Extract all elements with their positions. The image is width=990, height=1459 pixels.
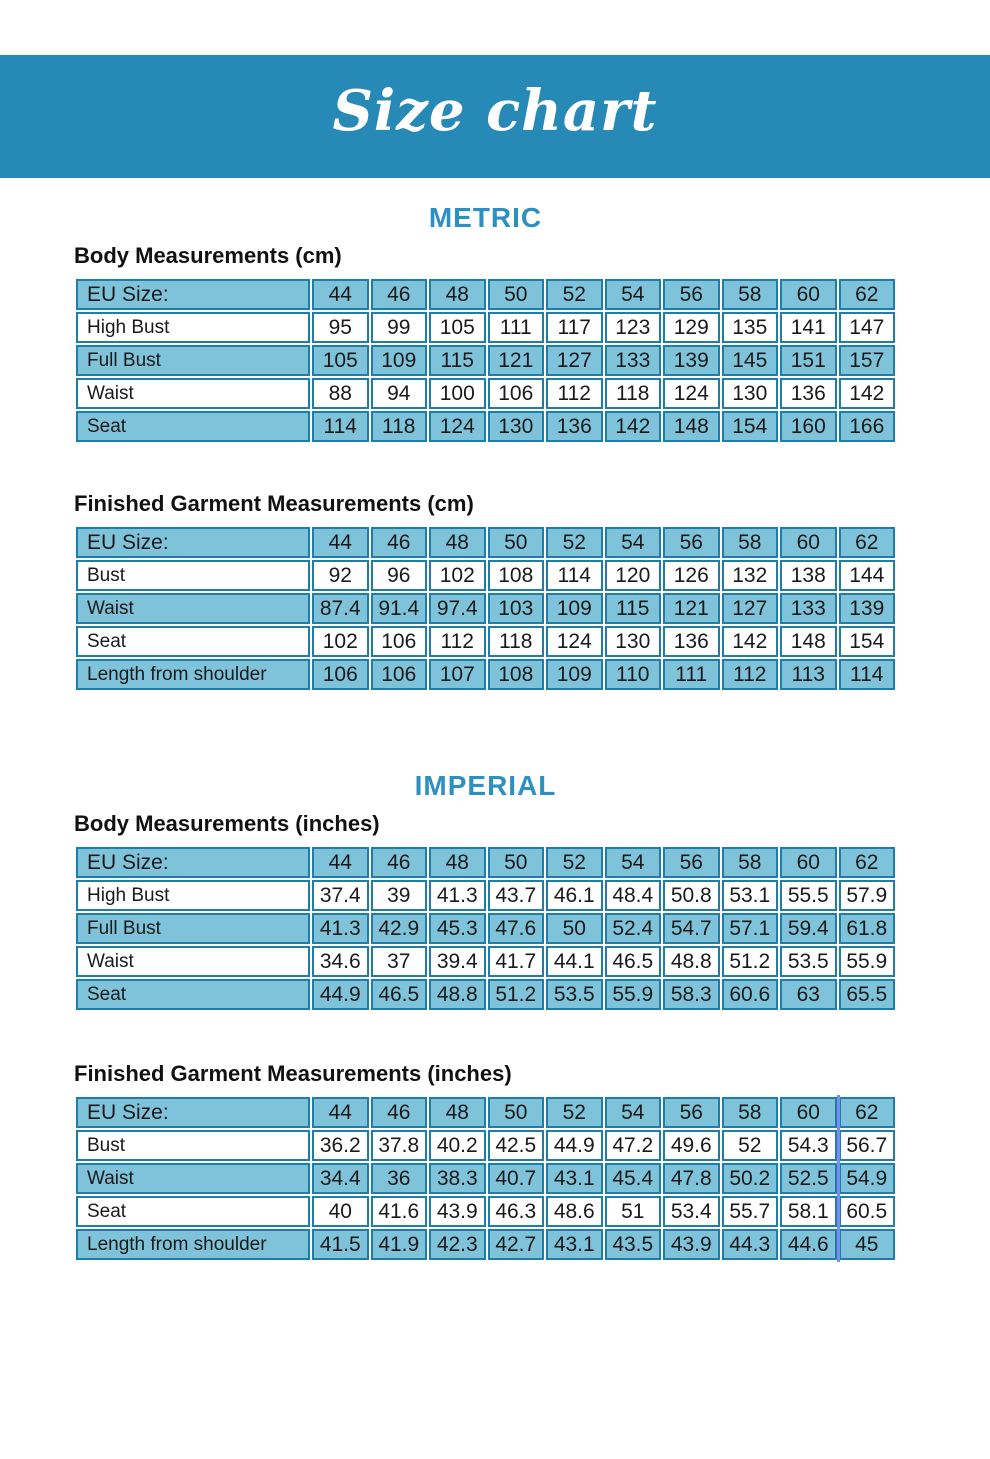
value-cell: 39.4 (429, 946, 486, 977)
value-cell: 95 (312, 312, 369, 343)
value-cell: 130 (488, 411, 545, 442)
value-cell: 114 (312, 411, 369, 442)
value-cell: 39 (371, 880, 428, 911)
value-cell: 61.8 (839, 913, 896, 944)
value-cell: 45 (839, 1229, 896, 1260)
section-heading-metric: METRIC (428, 202, 543, 233)
value-cell: 42.3 (429, 1229, 486, 1260)
value-cell: 54.7 (663, 913, 720, 944)
value-cell: 54.9 (839, 1163, 896, 1194)
value-cell: 107 (429, 659, 486, 690)
value-cell: 41.7 (488, 946, 545, 977)
value-cell: 55.7 (722, 1196, 779, 1227)
table-title: Body Measurements (inches) (74, 811, 380, 836)
value-cell: 87.4 (312, 593, 369, 624)
row-label-cell: Full Bust (76, 345, 310, 376)
table-row (76, 312, 895, 343)
value-cell: 52.5 (780, 1163, 837, 1194)
value-cell: 139 (663, 345, 720, 376)
value-cell: 106 (488, 378, 545, 409)
value-cell: 53.5 (546, 979, 603, 1010)
value-cell: 154 (839, 626, 896, 657)
value-cell: 37.8 (371, 1130, 428, 1161)
row-label-cell: Seat (76, 411, 310, 442)
value-cell: 166 (839, 411, 896, 442)
content (74, 178, 897, 1262)
value-cell: 106 (371, 626, 428, 657)
row-label-cell: Seat (76, 979, 310, 1010)
value-cell: 103 (488, 593, 545, 624)
size-header-cell: 62 (839, 279, 896, 310)
value-cell: 43.1 (546, 1229, 603, 1260)
value-cell: 148 (663, 411, 720, 442)
value-cell: 46.5 (371, 979, 428, 1010)
value-cell: 46.1 (546, 880, 603, 911)
table-row (76, 593, 895, 624)
value-cell: 37.4 (312, 880, 369, 911)
value-cell: 40.7 (488, 1163, 545, 1194)
size-header-cell: 50 (488, 279, 545, 310)
row-label-cell: Waist (76, 378, 310, 409)
table-row (76, 1130, 895, 1161)
size-header-cell: 62 (839, 847, 896, 878)
value-cell: 130 (605, 626, 662, 657)
value-cell: 112 (429, 626, 486, 657)
value-cell: 43.9 (429, 1196, 486, 1227)
size-header-cell: 58 (722, 527, 779, 558)
value-cell: 51 (605, 1196, 662, 1227)
table-title: Finished Garment Measurements (inches) (74, 1061, 512, 1086)
value-cell: 102 (312, 626, 369, 657)
value-cell: 126 (663, 560, 720, 591)
value-cell: 55.9 (605, 979, 662, 1010)
value-cell: 40 (312, 1196, 369, 1227)
value-cell: 147 (839, 312, 896, 343)
size-header-row (76, 847, 895, 878)
size-header-cell: 50 (488, 527, 545, 558)
table-row (76, 1196, 895, 1227)
table-block-garment-metric (74, 444, 897, 692)
value-cell: 94 (371, 378, 428, 409)
value-cell: 48.4 (605, 880, 662, 911)
value-cell: 102 (429, 560, 486, 591)
row-label-cell: Waist (76, 1163, 310, 1194)
size-header-cell: 46 (371, 527, 428, 558)
size-header-cell: 52 (546, 279, 603, 310)
value-cell: 45.4 (605, 1163, 662, 1194)
size-header-cell: 54 (605, 279, 662, 310)
row-label-cell: Waist (76, 946, 310, 977)
value-cell: 109 (546, 593, 603, 624)
size-table-wrap (74, 1095, 897, 1262)
value-cell: 111 (488, 312, 545, 343)
page-title: Size chart (332, 77, 658, 144)
size-header-cell: 54 (605, 847, 662, 878)
value-cell: 41.5 (312, 1229, 369, 1260)
value-cell: 136 (663, 626, 720, 657)
value-cell: 52 (722, 1130, 779, 1161)
value-cell: 117 (546, 312, 603, 343)
row-label-cell: Waist (76, 593, 310, 624)
value-cell: 92 (312, 560, 369, 591)
value-cell: 50 (546, 913, 603, 944)
value-cell: 49.6 (663, 1130, 720, 1161)
value-cell: 55.5 (780, 880, 837, 911)
value-cell: 120 (605, 560, 662, 591)
value-cell: 112 (546, 378, 603, 409)
table-title: Finished Garment Measurements (cm) (74, 491, 474, 516)
value-cell: 48.8 (429, 979, 486, 1010)
size-header-cell: 60 (780, 527, 837, 558)
value-cell: 43.1 (546, 1163, 603, 1194)
value-cell: 105 (429, 312, 486, 343)
size-header-cell: 58 (722, 1097, 779, 1128)
value-cell: 63 (780, 979, 837, 1010)
table-row (76, 411, 895, 442)
value-cell: 138 (780, 560, 837, 591)
value-cell: 53.4 (663, 1196, 720, 1227)
size-table (74, 1095, 897, 1262)
size-header-cell: 44 (312, 1097, 369, 1128)
value-cell: 44.9 (546, 1130, 603, 1161)
value-cell: 47.6 (488, 913, 545, 944)
size-table-wrap (74, 277, 897, 444)
table-row (76, 626, 895, 657)
value-cell: 130 (722, 378, 779, 409)
value-cell: 100 (429, 378, 486, 409)
value-cell: 54.3 (780, 1130, 837, 1161)
size-header-cell: 54 (605, 1097, 662, 1128)
value-cell: 59.4 (780, 913, 837, 944)
size-header-cell: 60 (780, 1097, 837, 1128)
size-header-cell: 62 (839, 527, 896, 558)
table-row (76, 378, 895, 409)
table-row (76, 913, 895, 944)
value-cell: 142 (605, 411, 662, 442)
size-header-cell: 56 (663, 847, 720, 878)
size-table (74, 525, 897, 692)
value-cell: 53.1 (722, 880, 779, 911)
value-cell: 46.3 (488, 1196, 545, 1227)
value-cell: 127 (722, 593, 779, 624)
size-header-cell: 62 (839, 1097, 896, 1128)
value-cell: 111 (663, 659, 720, 690)
size-header-cell: 46 (371, 847, 428, 878)
value-cell: 97.4 (429, 593, 486, 624)
value-cell: 47.8 (663, 1163, 720, 1194)
size-table (74, 277, 897, 444)
value-cell: 48.8 (663, 946, 720, 977)
value-cell: 121 (663, 593, 720, 624)
size-header-row (76, 279, 895, 310)
value-cell: 46.5 (605, 946, 662, 977)
size-header-cell: 56 (663, 1097, 720, 1128)
value-cell: 42.5 (488, 1130, 545, 1161)
value-cell: 58.3 (663, 979, 720, 1010)
value-cell: 127 (546, 345, 603, 376)
table-row (76, 979, 895, 1010)
size-header-cell: 48 (429, 1097, 486, 1128)
value-cell: 113 (780, 659, 837, 690)
value-cell: 142 (839, 378, 896, 409)
value-cell: 57.9 (839, 880, 896, 911)
value-cell: 109 (371, 345, 428, 376)
value-cell: 118 (488, 626, 545, 657)
value-cell: 42.7 (488, 1229, 545, 1260)
row-label-cell: Bust (76, 1130, 310, 1161)
size-header-cell: 50 (488, 847, 545, 878)
value-cell: 108 (488, 659, 545, 690)
value-cell: 44.6 (780, 1229, 837, 1260)
value-cell: 96 (371, 560, 428, 591)
row-label-cell: Seat (76, 1196, 310, 1227)
value-cell: 43.9 (663, 1229, 720, 1260)
value-cell: 53.5 (780, 946, 837, 977)
value-cell: 91.4 (371, 593, 428, 624)
size-header-cell: 50 (488, 1097, 545, 1128)
size-header-cell: 48 (429, 527, 486, 558)
value-cell: 124 (429, 411, 486, 442)
size-header-row (76, 1097, 895, 1128)
row-label-cell: Length from shoulder (76, 659, 310, 690)
value-cell: 38.3 (429, 1163, 486, 1194)
value-cell: 37 (371, 946, 428, 977)
eu-size-header-cell: EU Size: (76, 1097, 310, 1128)
value-cell: 132 (722, 560, 779, 591)
size-header-cell: 58 (722, 279, 779, 310)
value-cell: 108 (488, 560, 545, 591)
value-cell: 36 (371, 1163, 428, 1194)
value-cell: 112 (722, 659, 779, 690)
size-header-cell: 44 (312, 279, 369, 310)
value-cell: 110 (605, 659, 662, 690)
value-cell: 43.7 (488, 880, 545, 911)
value-cell: 114 (546, 560, 603, 591)
value-cell: 51.2 (488, 979, 545, 1010)
value-cell: 88 (312, 378, 369, 409)
value-cell: 56.7 (839, 1130, 896, 1161)
value-cell: 115 (429, 345, 486, 376)
value-cell: 43.5 (605, 1229, 662, 1260)
value-cell: 106 (312, 659, 369, 690)
value-cell: 157 (839, 345, 896, 376)
size-table-wrap (74, 525, 897, 692)
value-cell: 123 (605, 312, 662, 343)
value-cell: 48.6 (546, 1196, 603, 1227)
table-block-body-metric (74, 234, 897, 444)
value-cell: 109 (546, 659, 603, 690)
table-row (76, 880, 895, 911)
row-label-cell: High Bust (76, 880, 310, 911)
value-cell: 106 (371, 659, 428, 690)
row-label-cell: Full Bust (76, 913, 310, 944)
size-header-cell: 60 (780, 847, 837, 878)
table-row (76, 659, 895, 690)
value-cell: 65.5 (839, 979, 896, 1010)
table-block-garment-imperial (74, 1012, 897, 1262)
size-header-cell: 44 (312, 847, 369, 878)
value-cell: 99 (371, 312, 428, 343)
size-header-cell: 56 (663, 279, 720, 310)
value-cell: 60.5 (839, 1196, 896, 1227)
value-cell: 44.1 (546, 946, 603, 977)
value-cell: 50.8 (663, 880, 720, 911)
size-header-cell: 60 (780, 279, 837, 310)
value-cell: 58.1 (780, 1196, 837, 1227)
value-cell: 34.4 (312, 1163, 369, 1194)
value-cell: 44.9 (312, 979, 369, 1010)
value-cell: 141 (780, 312, 837, 343)
value-cell: 57.1 (722, 913, 779, 944)
table-row (76, 946, 895, 977)
size-header-cell: 46 (371, 279, 428, 310)
value-cell: 41.3 (429, 880, 486, 911)
value-cell: 42.9 (371, 913, 428, 944)
value-cell: 129 (663, 312, 720, 343)
table-block-body-imperial (74, 802, 897, 1012)
title-band (0, 55, 990, 178)
value-cell: 151 (780, 345, 837, 376)
value-cell: 51.2 (722, 946, 779, 977)
eu-size-header-cell: EU Size: (76, 847, 310, 878)
value-cell: 50.2 (722, 1163, 779, 1194)
value-cell: 160 (780, 411, 837, 442)
size-header-cell: 46 (371, 1097, 428, 1128)
value-cell: 36.2 (312, 1130, 369, 1161)
size-header-cell: 54 (605, 527, 662, 558)
size-header-row (76, 527, 895, 558)
value-cell: 34.6 (312, 946, 369, 977)
value-cell: 41.6 (371, 1196, 428, 1227)
value-cell: 139 (839, 593, 896, 624)
value-cell: 55.9 (839, 946, 896, 977)
size-header-cell: 44 (312, 527, 369, 558)
table-row (76, 1163, 895, 1194)
value-cell: 52.4 (605, 913, 662, 944)
value-cell: 118 (371, 411, 428, 442)
row-label-cell: High Bust (76, 312, 310, 343)
size-header-cell: 48 (429, 279, 486, 310)
size-header-cell: 52 (546, 527, 603, 558)
row-label-cell: Length from shoulder (76, 1229, 310, 1260)
table-row (76, 560, 895, 591)
value-cell: 44.3 (722, 1229, 779, 1260)
value-cell: 144 (839, 560, 896, 591)
value-cell: 60.6 (722, 979, 779, 1010)
eu-size-header-cell: EU Size: (76, 279, 310, 310)
value-cell: 136 (780, 378, 837, 409)
table-row (76, 1229, 895, 1260)
value-cell: 121 (488, 345, 545, 376)
value-cell: 145 (722, 345, 779, 376)
size-header-cell: 56 (663, 527, 720, 558)
table-row (76, 345, 895, 376)
row-label-cell: Bust (76, 560, 310, 591)
size-header-cell: 58 (722, 847, 779, 878)
value-cell: 41.9 (371, 1229, 428, 1260)
section-heading-imperial: IMPERIAL (414, 770, 557, 801)
size-table-wrap (74, 845, 897, 1012)
size-table (74, 845, 897, 1012)
value-cell: 135 (722, 312, 779, 343)
value-cell: 47.2 (605, 1130, 662, 1161)
value-cell: 124 (663, 378, 720, 409)
size-header-cell: 48 (429, 847, 486, 878)
value-cell: 105 (312, 345, 369, 376)
value-cell: 124 (546, 626, 603, 657)
table-title: Body Measurements (cm) (74, 243, 342, 268)
value-cell: 115 (605, 593, 662, 624)
value-cell: 142 (722, 626, 779, 657)
size-header-cell: 52 (546, 847, 603, 878)
value-cell: 41.3 (312, 913, 369, 944)
value-cell: 114 (839, 659, 896, 690)
value-cell: 45.3 (429, 913, 486, 944)
size-header-cell: 52 (546, 1097, 603, 1128)
value-cell: 40.2 (429, 1130, 486, 1161)
row-label-cell: Seat (76, 626, 310, 657)
value-cell: 118 (605, 378, 662, 409)
value-cell: 133 (780, 593, 837, 624)
value-cell: 154 (722, 411, 779, 442)
value-cell: 133 (605, 345, 662, 376)
eu-size-header-cell: EU Size: (76, 527, 310, 558)
value-cell: 136 (546, 411, 603, 442)
value-cell: 148 (780, 626, 837, 657)
